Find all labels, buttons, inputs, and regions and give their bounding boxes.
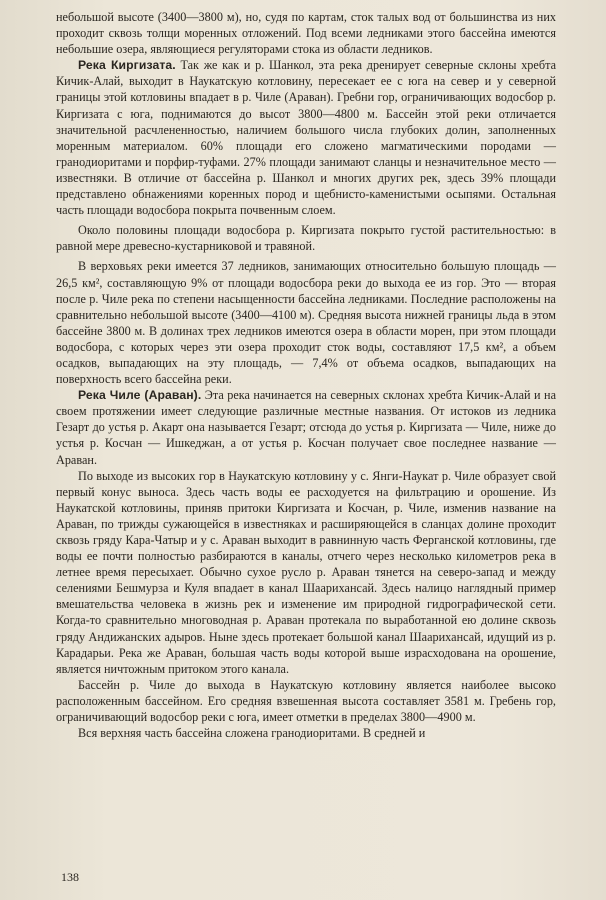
paragraph-glaciers <box>56 258 556 387</box>
paragraph-kirgizata <box>56 57 556 218</box>
paragraph-text: По выходе из высоких гор в Наукатскую котловину у с. Янги-Наукат р. Чиле образует свой первый конус выноса. Здесь часть воды ее расходуется на фильтрацию и орошение. Из Наукатской котловины, приняв притоки Киргизата и Косчан, р. Чиле, изменив название на Араван, по трижды сужающейся в известняках и расширяющейся в сланцах долине проходит сквозь гряду Кара-Чатыр и у с. Араван выходит в равнинную часть Ферганской котловины, где воды ее почти полностью разбираются в каналы, отчего через несколько километров река в летнее время пересыхает. Обычно сухое русло р. Араван тянется на северо-запад и между селениями Бешмурза и Куля впадает в канал Шаарихансай. Здесь налицо наглядный пример вмешательства человека в жизнь рек и изменение им природной гидрографической сети. Когда-то сравнительно многоводная р. Араван протекала по выработанной ею долине сквозь гряду Андижанских адыров. Ныне здесь протекает большой канал Шаарихансай, идущий из р. Карадарьи. Река же Араван, большая часть воды которой выше израсходована на орошение, является ничтожным притоком этого канала. <box>56 468 556 676</box>
paragraph-text: Бассейн р. Чиле до выхода в Наукатскую котловину является наиболее высоко расположенным бассейном. Его средняя взвешенная высота составляет 3581 м. Гребень гор, ограничивающий водосбор реки с юга, имеет отметки в пределах 3800—4900 м. <box>56 677 556 725</box>
page-number: 138 <box>61 870 79 884</box>
paragraph-vegetation <box>56 222 556 254</box>
paragraph-text: небольшой высоте (3400—3800 м), но, судя по картам, сток талых вод от большинства из них проходит сквозь толщи моренных отложений. Под всеми ледниками этого бассейна имеются небольшие озера, являющиеся регуляторами стока из области ледников. <box>56 10 556 57</box>
paragraph-text: В верховьях реки имеется 37 ледников, занимающих относительно большую площадь — 26,5 км², составляющую 9% от площади водосбора реки до выхода ее из гор. Это — вторая после р. Чиле река по степени насыщенности бассейна ледниками. Последние расположены на сравнительно небольшой высоте (3400—4100 м). Средняя высота нижней границы льда в этом бассейне 3800 м. В долинах трех ледников имеются озера в области морен, при этом площади водосбора, с которых через эти озера проходит сток воды, составляют 17,5 км², а объем осадков, выпадающих на эту площадь, — 7,4% от объема осадков, выпадающих на поверхность всего бассейна реки. <box>56 259 556 387</box>
paragraph-chile <box>56 387 556 467</box>
paragraph-text: Вся верхняя часть бассейна сложена гранодиоритами. В средней и <box>78 726 426 741</box>
paragraph-continuation <box>56 9 556 57</box>
paragraph-basin-height <box>56 677 556 725</box>
paragraph-geology <box>56 725 556 741</box>
paragraph-aravan <box>56 468 556 677</box>
paragraph-text: Эта река начинается на северных склонах хребта Кичик-Алай и на своем протяжении имеет следующие различные местные названия. От истоков из ледника Гезарт до устья р. Акарт она называется Гезарт; отсюда до устья р. Киргизата — Чиле, ниже до устья р. Косчан — Ишкеджан, а от устья р. Косчан получает свое последнее название — Араван. <box>56 388 556 467</box>
section-heading-chile: Река Чиле (Араван). <box>78 388 202 403</box>
section-heading-kirgizata: Река Киргизата. <box>78 58 176 73</box>
paragraph-text: Около половины площади водосбора р. Киргизата покрыто густой растительностью: в равной мере древесно-кустарниковой и травяной. <box>56 223 556 254</box>
body-text <box>56 9 556 741</box>
paragraph-text: Так же как и р. Шанкол, эта река дренирует северные склоны хребта Кичик-Алай, выходит в Наукатскую котловину, пересекает ее с юга на север и у северной границы этой котловины впадает в р. Чиле (Араван). Гребни гор, ограничивающих водосбор р. Киргизата с юга, поднимаются до высот 3800—4800 м. Бассейн этой реки отличается значительной расчлененностью, наличием большого числа глубоких долин, заполненных моренным материалом. 60% площади его сложено магматическими породами — гранодиоритами и порфир-туфами. 27% площади занимают сланцы и незначительное место — известняки. В отличие от бассейна р. Шанкол и многих других рек, здесь 39% площади представлено обнажениями коренных пород и щебнисто-каменистыми осыпями. Остальная часть площади водосбора покрыта почвенным слоем. <box>56 58 556 218</box>
